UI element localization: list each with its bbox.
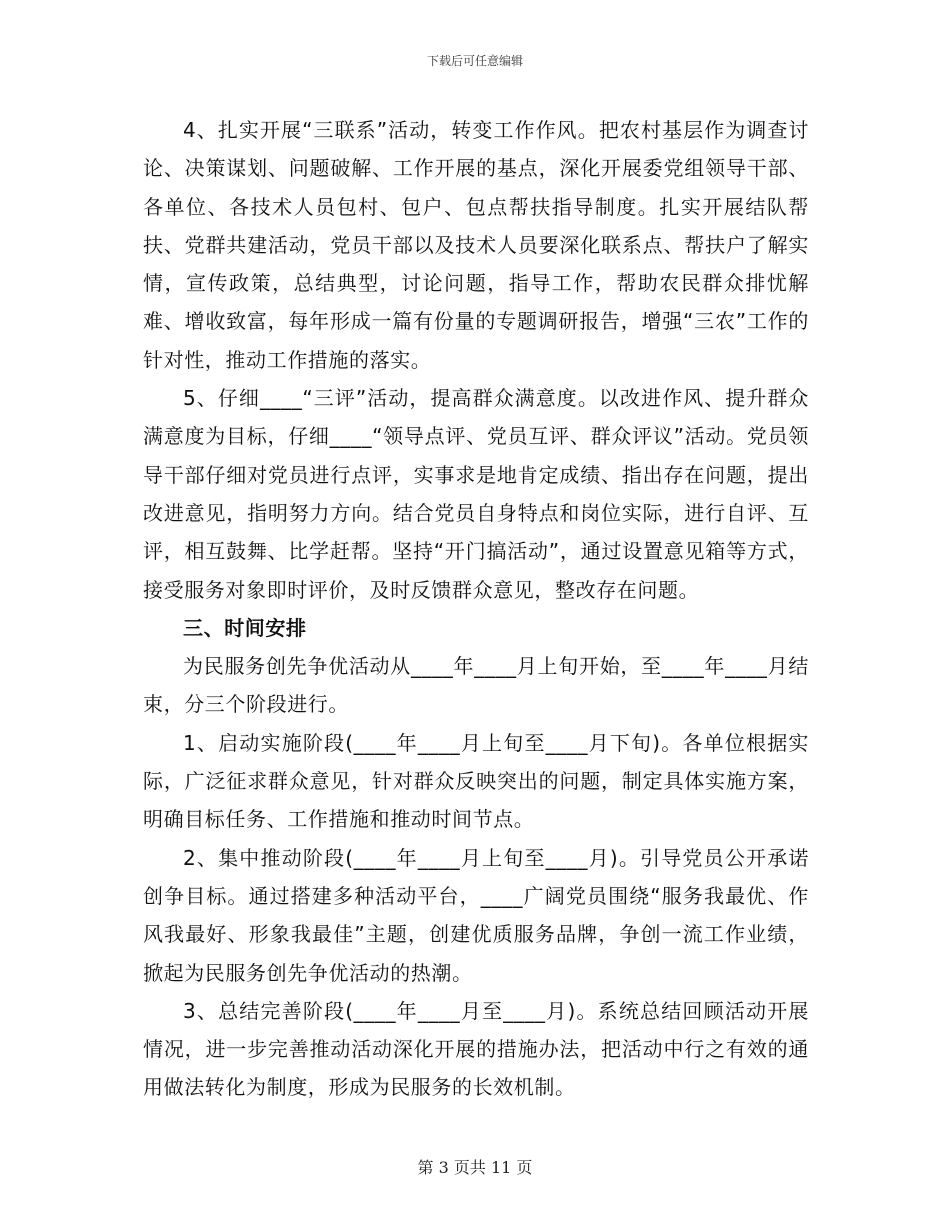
page-header: 下载后可任意编辑 xyxy=(426,54,523,68)
paragraph-three-reviews: 5、仔细____“三评”活动，提高群众满意度。以改进作风、提升群众满意度为目标，仔细____“领导点评、党员互评、群众评议”活动。党员领导干部仔细对党员进行点评，实事求是地肯定成绩、指出存在问题，提出改进意见，指明努力方向。结合党员自身特点和岗位实际，进行自评、互评，相互鼓舞、比学赶帮。坚持“开门搞活动”，通过设置意见箱等方式，接受服务对象即时评价，及时反馈群众意见，整改存在问题。 xyxy=(143,386,809,602)
paragraph-phase-summary: 3、总结完善阶段(____年____月至____月)。系统总结回顾活动开展情况，进一步完善推动活动深化开展的措施办法，把活动中行之有效的通用做法转化为制度，形成为民服务的长效机制。 xyxy=(143,998,809,1100)
page-footer: 第 3 页共 11 页 xyxy=(417,1158,533,1177)
section-heading-schedule: 三、时间安排 xyxy=(183,615,307,640)
paragraph-three-contacts: 4、扎实开展“三联系”活动，转变工作作风。把农村基层作为调查讨论、决策谋划、问题破解、工作开展的基点，深化开展委党组领导干部、各单位、各技术人员包村、包户、包点帮扶指导制度。扎实开展结队帮扶、党群共建活动，党员干部以及技术人员要深化联系点、帮扶户了解实情，宣传政策，总结典型，讨论问题，指导工作，帮助农民群众排忧解难、增收致富，每年形成一篇有份量的专题调研报告，增强“三农”工作的针对性，推动工作措施的落实。 xyxy=(143,118,809,372)
paragraph-phase-push: 2、集中推动阶段(____年____月上旬至____月)。引导党员公开承诺创争目标。通过搭建多种活动平台，____广阔党员围绕“服务我最优、作风我最好、形象我最佳”主题，创建优质服务品牌，争创一流工作业绩，掀起为民服务创先争优活动的热潮。 xyxy=(143,845,809,985)
document-body xyxy=(143,111,809,1107)
paragraph-phase-launch: 1、启动实施阶段(____年____月上旬至____月下旬)。各单位根据实际，广泛征求群众意见，针对群众反映突出的问题，制定具体实施方案，明确目标任务、工作措施和推动时间节点。 xyxy=(143,730,809,832)
paragraph-schedule-intro: 为民服务创先争优活动从____年____月上旬开始，至____年____月结束，分三个阶段进行。 xyxy=(143,654,809,717)
